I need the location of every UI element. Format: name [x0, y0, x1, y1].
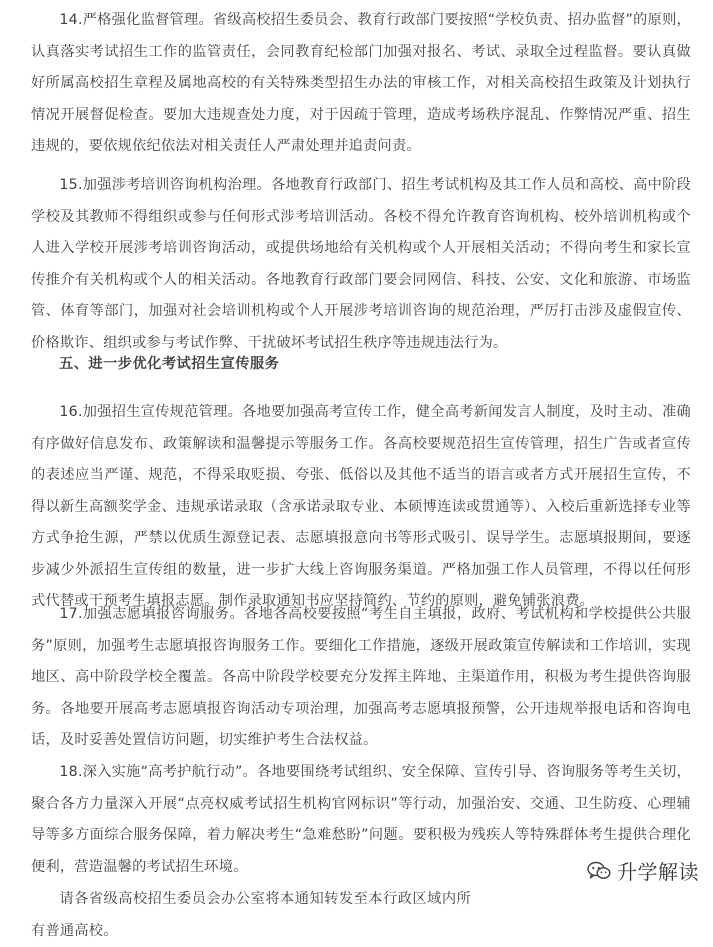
watermark-label: 升学解读	[617, 860, 699, 884]
paragraph-15: 15.加强涉考培训咨询机构治理。各地教育行政部门、招生考试机构及其工作人员和高校、高中阶段学校及其教师不得组织或参与任何形式涉考培训活动。各校不得允许教育咨询机构、校外培训机构或个人进入学校开展涉考培训咨询活动，或提供场地给有关机构或个人开展相关活动；不得向考生和家长宣传推介有关机构或个人的相关活动。各地教育行政部门要会同网信、科技、公安、文化和旅游、市场监管、体育等部门，加强对社会培训机构或个人开展涉考培训咨询的规范治理，严厉打击涉及虚假宣传、价格欺诈、组织或参与考试作弊、干扰破坏考试招生秩序等违规违法行为。	[31, 177, 691, 351]
watermark	[587, 856, 699, 885]
paragraph-final: 请各省级高校招生委员会办公室将本通知转发至本行政区域内所有普通高校。	[31, 891, 471, 939]
paragraph-18: 18.深入实施“高考护航行动”。各地要围绕考试组织、安全保障、宣传引导、咨询服务等考生关切，聚合各方力量深入开展“点亮权威考试招生机构官网标识”等行动，加强治安、交通、卫生防疫、心理辅导等多方面综合服务保障，着力解决考生“急难愁盼”问题。要积极为残疾人等特殊群体考生提供合理化便利，营造温馨的考试招生环境。	[31, 764, 691, 875]
paragraph-16: 16.加强招生宣传规范管理。各地要加强高考宣传工作，健全高考新闻发言人制度，及时主动、准确有序做好信息发布、政策解读和温馨提示等服务工作。各高校要规范招生宣传管理，招生广告或者宣传的表述应当严谨、规范，不得采取贬损、夸张、低俗以及其他不适当的语言或者方式开展招生宣传，不得以新生高额奖学金、违规承诺录取（含承诺录取专业、本硕博连读或贯通等）、入校后重新选择专业等方式争抢生源，严禁以优质生源登记表、志愿填报意向书等形式吸引、误导学生。志愿填报期间，要逐步减少外派招生宣传组的数量，进一步扩大线上咨询服务渠道。严格加强工作人员管理，不得以任何形式代替或干预考生填报志愿。制作录取通知书应坚持简约、节约的原则，避免铺张浪费。	[31, 404, 691, 609]
section-heading: 五、进一步优化考试招生宣传服务	[59, 356, 280, 372]
wechat-icon	[587, 861, 611, 881]
paragraph-17: 17.加强志愿填报咨询服务。各地各高校要按照“考生自主填报，政府、考试机构和学校提供公共服务”原则，加强考生志愿填报咨询服务工作。要细化工作措施，逐级开展政策宣传解读和工作培训，实现地区、高中阶段学校全覆盖。各高中阶段学校要充分发挥主阵地、主渠道作用，积极为考生提供咨询服务。各地要开展高考志愿填报咨询活动专项治理，加强高考志愿填报预警，公开违规举报电话和咨询电话，及时妥善处置信访问题，切实维护考生合法权益。	[31, 606, 691, 748]
paragraph-14: 14.严格强化监督管理。省级高校招生委员会、教育行政部门要按照“学校负责、招办监督”的原则，认真落实考试招生工作的监管责任，会同教育纪检部门加强对报名、考试、录取全过程监督。要认真做好所属高校招生章程及属地高校的有关特殊类型招生办法的审核工作，对相关高校招生政策及计划执行情况开展督促检查。要加大违规查处力度，对于因疏于管理，造成考场秩序混乱、作弊情况严重、招生违规的，要依规依纪依法对相关责任人严肃处理并追责问责。	[31, 12, 691, 154]
